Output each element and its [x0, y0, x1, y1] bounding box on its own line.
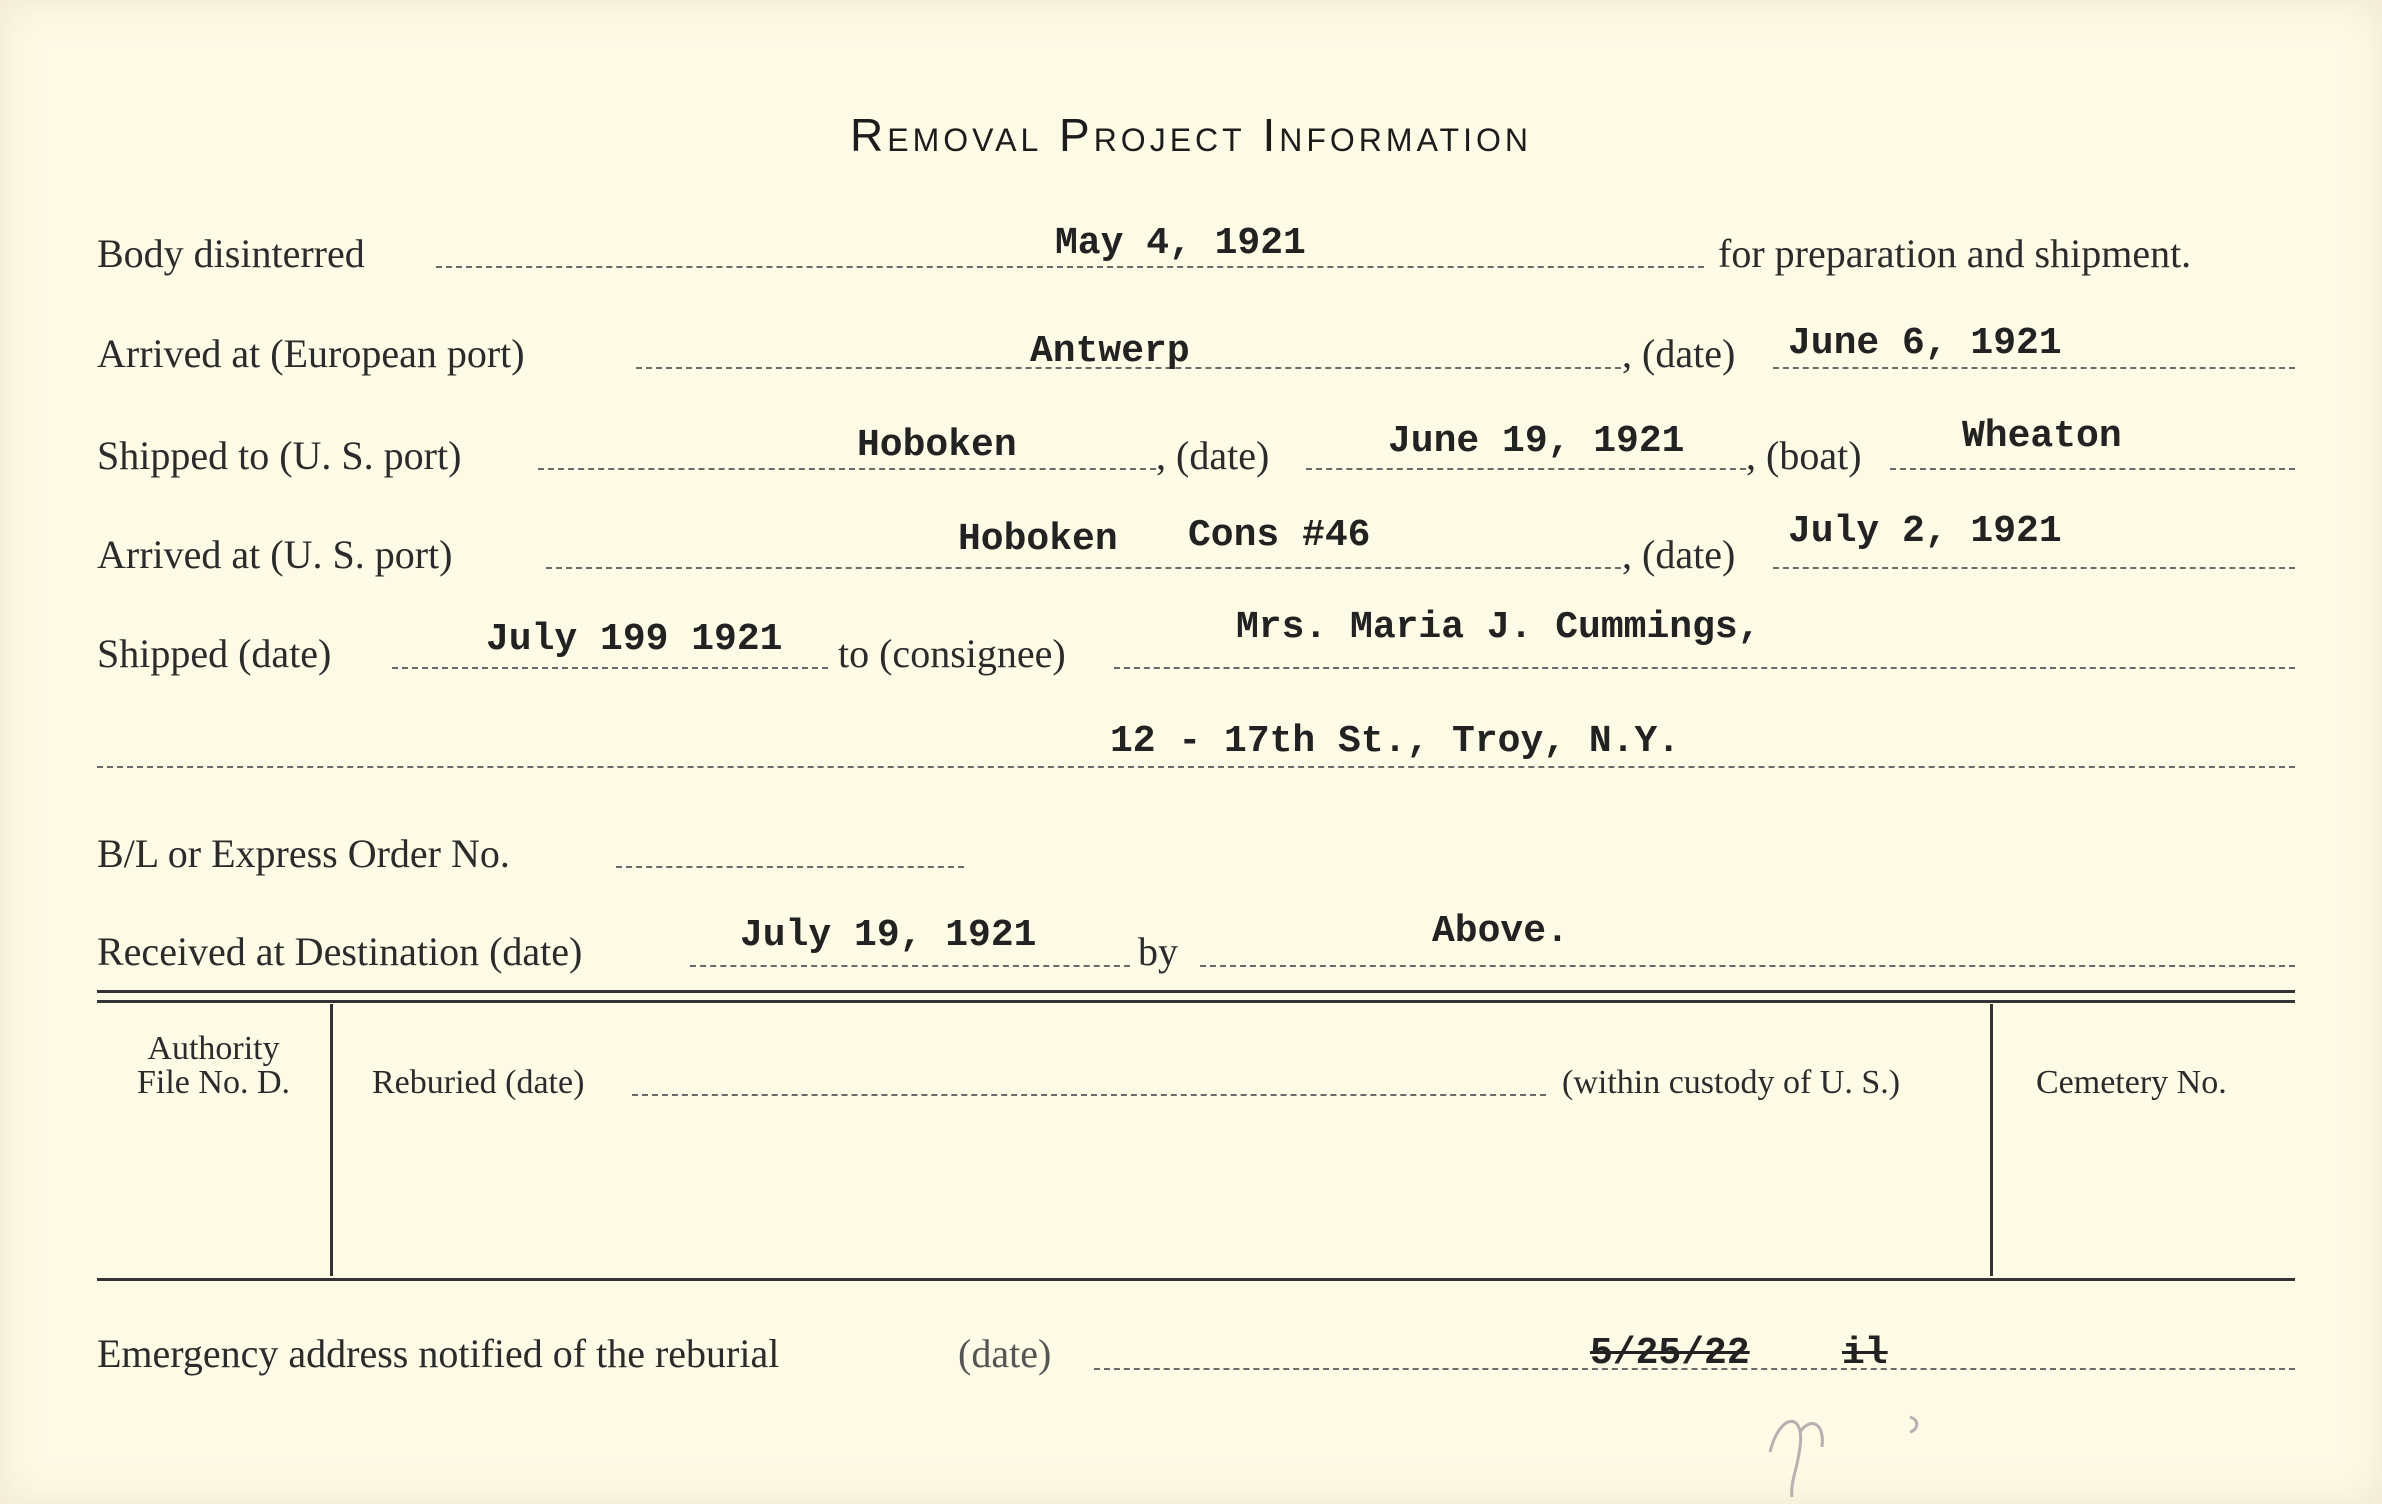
emergency-date-label: (date) [958, 1331, 1052, 1376]
reburied-label: Reburied (date) [372, 1064, 585, 1101]
table-divider-right [1990, 1004, 1993, 1276]
arrived-us-cons: Cons #46 [1188, 514, 1371, 557]
reburied-line [632, 1094, 1546, 1096]
arrived-eu-port: Antwerp [1030, 330, 1190, 373]
received-date-line [690, 965, 1130, 967]
body-disinterred-line [436, 266, 1704, 268]
arrived-eu-label: Arrived at (European port) [97, 331, 525, 376]
table-bottom-rule [97, 1278, 2295, 1281]
consignee-label: to (consignee) [838, 631, 1066, 676]
arrived-eu-date-line [1773, 367, 2295, 369]
consignee-line [1114, 667, 2295, 669]
consignee-address-line [97, 766, 2295, 768]
arrived-eu-date: June 6, 1921 [1788, 322, 2062, 365]
shipped-us-boat-label: , (boat) [1746, 433, 1862, 478]
arrived-eu-date-label: , (date) [1622, 331, 1736, 376]
shipped-date: July 199 1921 [486, 618, 783, 661]
emergency-initials: il [1842, 1332, 1888, 1375]
consignee-address: 12 - 17th St., Troy, N.Y. [1110, 720, 1681, 763]
body-disinterred-value: May 4, 1921 [1055, 222, 1306, 265]
body-disinterred-label: Body disinterred [97, 231, 365, 276]
shipped-us-date: June 19, 1921 [1388, 420, 1685, 463]
authority-label-1: Authority [147, 1030, 280, 1067]
shipped-us-boat: Wheaton [1962, 415, 2122, 458]
shipped-date-label: Shipped (date) [97, 631, 332, 676]
pencil-mark-icon [1750, 1392, 1930, 1502]
received-by: Above. [1432, 910, 1569, 953]
cemetery-label: Cemetery No. [2036, 1064, 2227, 1101]
authority-label-2: File No. D. [137, 1064, 290, 1101]
arrived-us-date-label: , (date) [1622, 532, 1736, 577]
received-date: July 19, 1921 [740, 914, 1037, 957]
table-top-rule-2 [97, 1000, 2295, 1003]
shipped-us-label: Shipped to (U. S. port) [97, 433, 462, 478]
arrived-us-date-line [1773, 567, 2295, 569]
shipped-us-date-line [1306, 468, 1746, 470]
shipped-us-date-label: , (date) [1156, 433, 1270, 478]
arrived-us-date: July 2, 1921 [1788, 510, 2062, 553]
arrived-us-port-line [546, 567, 1621, 569]
arrived-us-label: Arrived at (U. S. port) [97, 532, 453, 577]
received-by-label: by [1138, 929, 1178, 974]
body-disinterred-suffix: for preparation and shipment. [1718, 231, 2192, 276]
shipped-us-boat-line [1890, 468, 2295, 470]
consignee-name: Mrs. Maria J. Cummings, [1236, 606, 1761, 649]
form-title: Removal Project Information [850, 109, 1532, 161]
shipped-us-port: Hoboken [857, 424, 1017, 467]
shipped-date-line [392, 667, 828, 669]
received-label: Received at Destination (date) [97, 929, 583, 974]
table-divider-left [330, 1004, 333, 1276]
table-top-rule-1 [97, 990, 2295, 993]
bl-line [616, 866, 964, 868]
custody-label: (within custody of U. S.) [1562, 1064, 1901, 1101]
emergency-date: 5/25/22 [1590, 1332, 1750, 1375]
emergency-label: Emergency address notified of the reburial [97, 1331, 780, 1376]
arrived-us-port: Hoboken [958, 518, 1118, 561]
shipped-us-port-line [538, 468, 1156, 470]
received-by-line [1200, 965, 2295, 967]
bl-label: B/L or Express Order No. [97, 831, 510, 876]
